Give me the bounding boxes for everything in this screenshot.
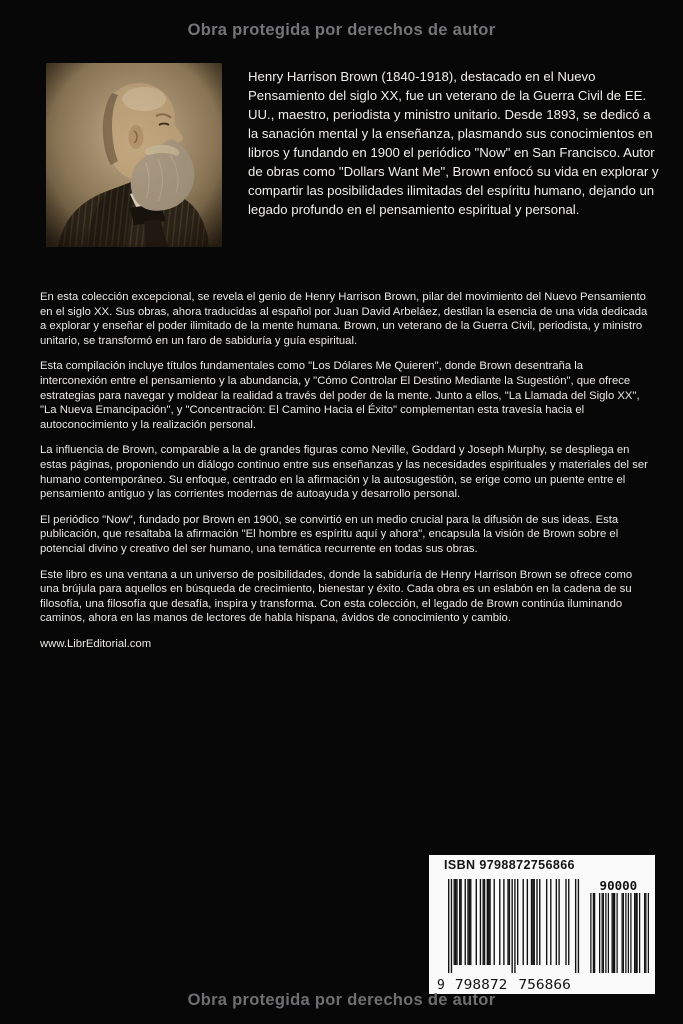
description-paragraph-4: El periódico "Now", fundado por Brown en 1900, se convirtió en un medio crucial para la difusión de sus ideas. Esta publicación, que resaltaba la afirmación "El hombre es espíritu aquí y ahora", encapsula la visión de Brown sobre el potencial divino y creativo del ser humano, una temática recurrente en todas sus obras.	[40, 513, 619, 555]
publisher-website: www.LibrEditorial.com	[40, 637, 152, 650]
description-paragraph-5: Este libro es una ventana a un universo de posibilidades, donde la sabiduría de Henry Harrison Brown se ofrece como una brújula para aquellos en búsqueda de crecimiento, bienestar y éxito. Cada obra es un eslabón en la cadena de su filosofía, una filosofía que desafía, inspira y transforma. Con esta colección, el legado de Brown continúa iluminando caminos, ahora en las manos de lectores de habla hispana, ávidos de conocimiento y cambio.	[40, 568, 633, 625]
svg-text:9: 9	[437, 978, 445, 993]
svg-text:798872: 798872	[454, 978, 508, 993]
ean13-barcode	[437, 877, 589, 993]
svg-text:90000: 90000	[599, 879, 638, 893]
copyright-watermark-top: Obra protegida por derechos de autor	[187, 21, 496, 39]
description-text	[40, 290, 653, 662]
svg-text:756866: 756866	[518, 978, 571, 993]
author-bio: Henry Harrison Brown (1840-1918), destacado en el Nuevo Pensamiento del siglo XX, fue un veterano de la Guerra Civil de EE. UU., maestro, periodista y ministro unitario. Desde 1893, se dedicó a la sanación mental y la enseñanza, plasmando sus conocimientos en libros y fundando en 1900 el periódico "Now" en San Francisco. Autor de obras como "Dollars Want Me", Brown enfocó su vida en explorar y compartir las posibilidades ilimitadas del espíritu humano, dejando un legado profundo en el pensamiento espiritual y personal.	[248, 69, 659, 217]
barcode-panel	[429, 855, 655, 994]
description-paragraph-1: En esta colección excepcional, se revela el genio de Henry Harrison Brown, pilar del movimiento del Nuevo Pensamiento en el siglo XX. Sus obras, ahora traducidas al español por Juan David Arbeláez, destilan la esencia de una vida dedicada a explorar y enseñar el poder ilimitado de la mente humana. Brown, un veterano de la Guerra Civil, periodista, y ministro unitario, se transformó en un faro de sabiduría y guía espiritual.	[40, 291, 648, 347]
copyright-watermark-bottom: Obra protegida por derechos de autor	[187, 991, 496, 1009]
author-portrait-photo	[46, 63, 222, 247]
description-paragraph-3: La influencia de Brown, comparable a la de grandes figuras como Neville, Goddard y Joseph Murphy, se despliega en estas páginas, proponiendo un diálogo continuo entre sus enseñanzas y las necesidades espirituales y materiales del ser humano contemporáneo. Su enfoque, centrado en la afirmación y la autosugestión, se erige como un puente entre el pensamiento antiguo y las corrientes modernas de autoayuda y desarrollo personal.	[40, 444, 648, 501]
isbn-label: ISBN 9798872756866	[444, 858, 575, 872]
description-paragraph-2: Esta compilación incluye títulos fundamentales como "Los Dólares Me Quieren", donde Brown desentraña la interconexión entre el pensamiento y la abundancia, y "Cómo Controlar El Destino Mediante la Sugestión", que ofrece estrategias para navegar y moldear la realidad a través del poder de la mente. Junto a ellos, "La Llamada del Siglo XX", "La Nueva Emancipación", y "Concentración: El Camino Hacia el Éxito" complementan esta travesía hacia el autoconocimiento y la realización personal.	[40, 360, 640, 431]
price-supplement-barcode	[587, 879, 651, 979]
